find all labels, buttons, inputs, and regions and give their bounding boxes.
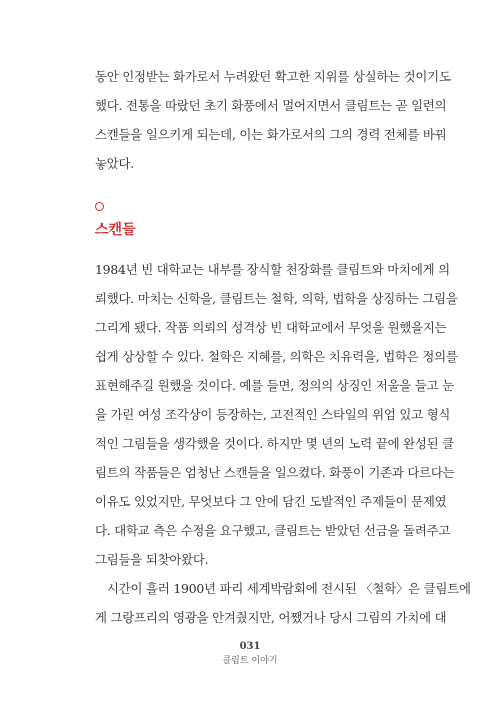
text-line: 그리게 됐다. 작품 의뢰의 성격상 빈 대학교에서 무엇을 원했을지는 [95,320,447,335]
section-marker-circle-icon [95,202,104,211]
text-line: 이유도 있었지만, 무엇보다 그 안에 담긴 도발적인 주제들이 문제였 [95,494,447,509]
intro-paragraph [95,62,451,178]
text-line: 쉽게 상상할 수 있다. 철학은 지혜를, 의학은 치유력을, 법학은 정의를 [95,349,458,364]
page-number: 031 [239,641,261,652]
text-line: 동안 인정받는 화가로서 누려왔던 확고한 지위를 상실하는 것이기도 [95,69,451,84]
text-line: 표현해주길 원했을 것이다. 예를 들면, 정의의 상징인 저울을 들고 눈 [95,378,454,393]
text-line: 그림들을 되찾아왔다. [95,552,209,567]
section-body [95,255,471,632]
text-line: 을 가린 여성 조각상이 등장하는, 고전적인 스타일의 위엄 있고 형식 [95,407,451,422]
running-title: 클림트 이야기 [222,656,278,666]
text-line: 뢰했다. 마치는 신학을, 클림트는 철학, 의학, 법학을 상징하는 그림을 [95,291,458,306]
text-line: 게 그랑프리의 영광을 안겨줬지만, 어쨌거나 당시 그림의 가치에 대 [95,610,447,625]
text-line: 했다. 전통을 따랐던 초기 화풍에서 멀어지면서 클림트는 곧 일련의 [95,98,447,113]
text-line: 적인 그림들을 생각했을 것이다. 하지만 몇 년의 노력 끝에 완성된 클 [95,436,454,451]
text-line: 림트의 작품들은 엄청난 스캔들을 일으켰다. 화풍이 기존과 다르다는 [95,465,455,480]
text-line: 다. 대학교 측은 수정을 요구했고, 클림트는 받았던 선금을 돌려주고 [95,523,451,538]
text-line: 스캔들을 일으키게 되는데, 이는 화가로서의 그의 경력 전체를 바꿔 [95,127,447,142]
text-line: 놓았다. [95,156,135,171]
text-line: 시간이 흘러 1900년 파리 세계박람회에 전시된 〈철학〉은 클림트에 [107,581,471,596]
section-title: 스캔들 [95,222,136,238]
text-line: 1984년 빈 대학교는 내부를 장식할 천장화를 클림트와 마치에게 의 [95,262,450,277]
